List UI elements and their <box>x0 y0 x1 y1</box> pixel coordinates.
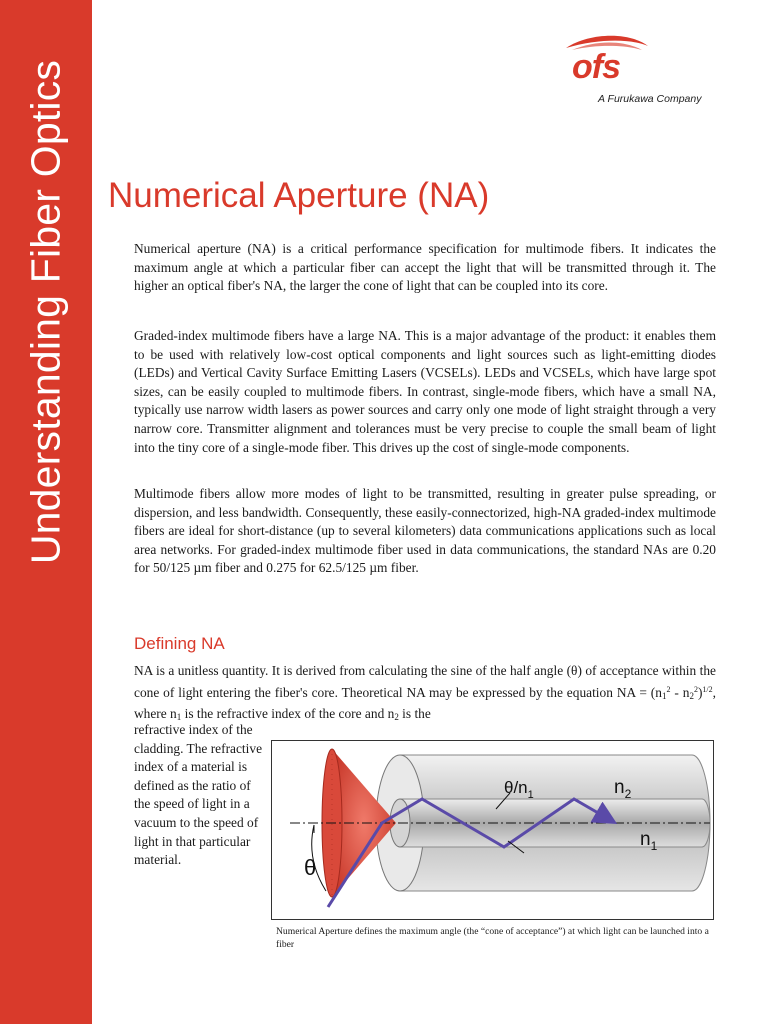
sidebar-title: Understanding Fiber Optics <box>22 59 69 565</box>
logo-wordmark: ofs <box>572 48 620 86</box>
paragraph-defining-na: NA is a unitless quantity. It is derived from calculating the sine of the half angle (θ) of acceptance within the cone of light entering the fiber's core. Theoretical NA may be expressed by the equation NA = $(n_1^2 - n_2^2)^{1/2}$, where $n_1$ is the refractive index of the core and $n_2$ is the <box>134 663 716 723</box>
logo-tagline: A Furukawa Company <box>598 93 702 105</box>
section-title: Defining NA <box>134 634 225 653</box>
paragraph-2: Graded-index multimode fibers have a large NA. This is a major advantage of the product: it enables them to be used with relatively low-cost optical components and light sources such as light-emitting diodes (LEDs) and Vertical Cavity Surface Emitting Lasers (VCSELs). LEDs and VCSELs, which have large spot sizes, can be easily coupled to multimode fibers. In contrast, single-mode fibers, which have a small NA, typically use narrow width lasers as power sources and carry only one mode of light straight through a very narrow core. Transmitter alignment and tolerances must be very precise to couple the small beam of light into the tiny core of a single-mode fiber. This drives up the cost of single-mode components. <box>134 328 716 455</box>
figure-caption: Numerical Aperture defines the maximum angle (the “cone of acceptance”) at which light can be launched into a fiber <box>276 926 709 951</box>
paragraph-defining-na-continued: refractive index of the cladding. The refractive index of a material is defined as the ratio of the speed of light in a vacuum to the speed of light in that particular material. <box>134 722 263 868</box>
page-title: Numerical Aperture (NA) <box>108 176 490 215</box>
label-theta-over-n1: $\theta/n_1$ <box>504 778 534 801</box>
na-diagram <box>271 740 714 920</box>
paragraph-1: Numerical aperture (NA) is a critical performance specification for multimode fibers. It indicates the maximum angle at which a particular fiber can accept the light that will be transmitted through it. The higher an optical fiber's NA, the larger the cone of light that can be coupled into its core. <box>134 241 716 294</box>
label-n1: $n_1$ <box>640 829 658 853</box>
paragraph-3: Multimode fibers allow more modes of light to be transmitted, resulting in greater pulse spreading, or dispersion, and less bandwidth. Consequently, these easily-connectorized, high-NA graded-index multimode fibers are ideal for short-distance (up to several kilometers) data communications applications such as local area networks. For graded-index multimode fiber used in data communications, the standard NAs are 0.20 for 50/125 µm fiber and 0.275 for 62.5/125 µm fiber. <box>134 486 716 576</box>
sidebar <box>0 0 92 1024</box>
label-theta: θ <box>304 855 317 880</box>
ofs-logo <box>560 30 710 110</box>
na-diagram-svg <box>272 741 713 919</box>
label-n2: $n_2$ <box>614 777 632 801</box>
